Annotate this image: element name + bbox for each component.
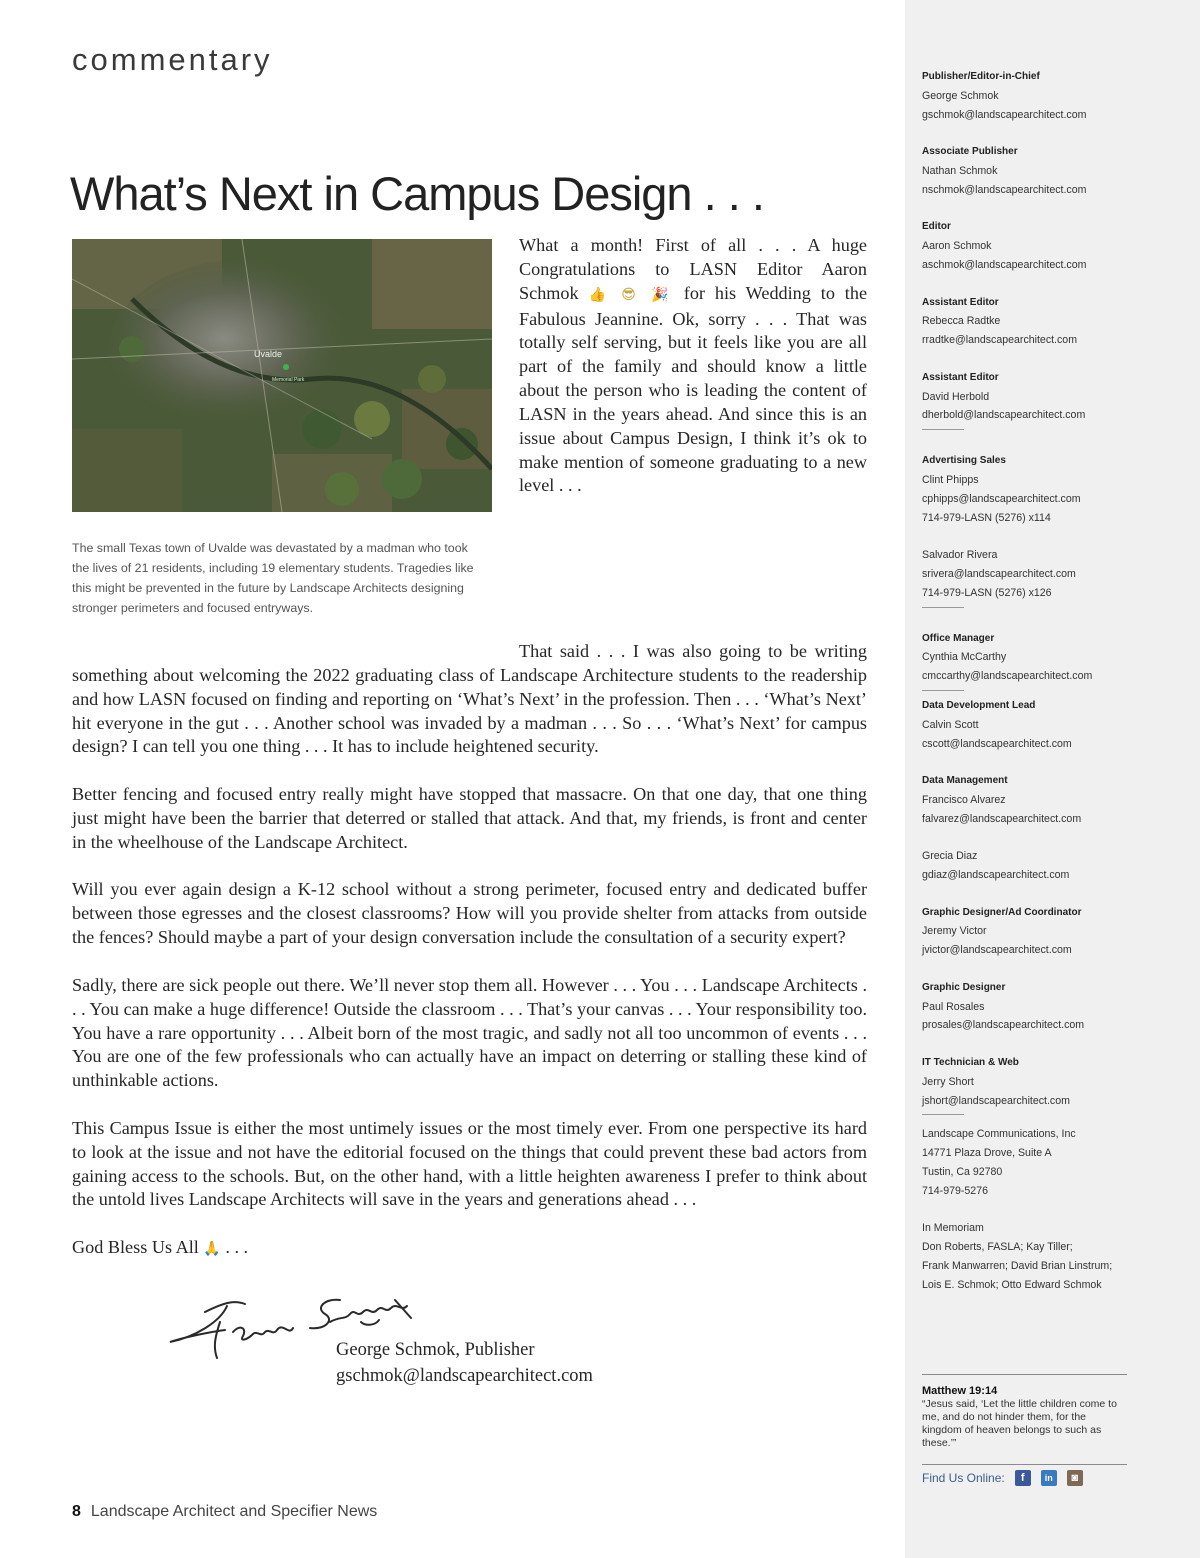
party-popper-icon: 🎉: [651, 286, 674, 303]
masthead-entry: [922, 546, 1137, 602]
find-us-online: [922, 1470, 1083, 1486]
masthead-email[interactable]: cphipps@landscapearchitect.com: [922, 492, 1081, 505]
masthead-entry: [922, 143, 1137, 199]
masthead-name: Aaron Schmok: [922, 240, 992, 253]
masthead-name: Clint Phipps: [922, 473, 979, 486]
masthead-divider: [922, 690, 964, 691]
masthead-name: Nathan Schmok: [922, 164, 998, 177]
map-park-label: Memorial Park: [272, 377, 305, 383]
masthead-entry: [922, 294, 1137, 350]
masthead-email[interactable]: prosales@landscapearchitect.com: [922, 1019, 1085, 1032]
page-number: 8: [72, 1503, 81, 1520]
masthead-role: Assistant Editor: [922, 371, 999, 383]
masthead-role: Assistant Editor: [922, 296, 999, 308]
masthead-name: Jerry Short: [922, 1075, 974, 1088]
memoriam-line: Don Roberts, FASLA; Kay Tiller;: [922, 1241, 1073, 1254]
aerial-photo: [72, 239, 492, 512]
masthead-email[interactable]: jshort@landscapearchitect.com: [922, 1094, 1070, 1107]
masthead-role: Data Management: [922, 775, 1008, 787]
masthead-email[interactable]: cmccarthy@landscapearchitect.com: [922, 670, 1093, 683]
masthead-name: Cynthia McCarthy: [922, 651, 1007, 664]
masthead-entry: [922, 369, 1137, 425]
quote-reference: Matthew 19:14: [922, 1385, 998, 1397]
masthead-email[interactable]: rradtke@landscapearchitect.com: [922, 334, 1078, 347]
masthead-email[interactable]: nschmok@landscapearchitect.com: [922, 183, 1087, 196]
company-info: [922, 1125, 1137, 1200]
article-paragraph-2: That said . . . I was also going to be writing something about welcoming the 2022 graduating class of Landscape Architecture students to the readership and how LASN focused on finding and reporting on ‘What’s Next’ in the profession. Then . . . ‘What’s Next’ hit everyone in the gut . . . Another school was invaded by a madman . . . So . . . ‘What’s Next’ for campus design? I can tell you one thing . . . It has to include heightened security.: [72, 641, 867, 757]
masthead-role: Graphic Designer: [922, 981, 1006, 993]
instagram-icon[interactable]: ◙: [1067, 1470, 1083, 1486]
page-footer: [72, 1503, 377, 1521]
article-closing: [72, 1236, 867, 1262]
memoriam-line: Frank Manwarren; David Brian Linstrum;: [922, 1260, 1113, 1273]
find-us-label: Find Us Online:: [922, 1471, 1005, 1485]
masthead-divider: [922, 429, 964, 430]
masthead-role: IT Technician & Web: [922, 1057, 1019, 1069]
thumbs-up-icon: 👍: [588, 286, 612, 303]
masthead-role: Associate Publisher: [922, 146, 1018, 158]
masthead-name: Jeremy Victor: [922, 925, 987, 938]
company-address-1: 14771 Plaza Drove, Suite A: [922, 1147, 1052, 1160]
masthead-role: Data Development Lead: [922, 699, 1036, 711]
masthead-entry: [922, 1054, 1137, 1110]
scripture-quote: [922, 1374, 1127, 1465]
masthead-entry: [922, 630, 1137, 686]
masthead-email[interactable]: gdiaz@landscapearchitect.com: [922, 869, 1070, 882]
article-paragraph-3: Better fencing and focused entry really might have stopped that massacre. On that one day, that one thing just might have been the barrier that deterred or stalled that attack. And that, my friends, is front and center in the wheelhouse of the Landscape Architect.: [72, 784, 867, 852]
map-place-label: Uvalde: [254, 349, 283, 359]
masthead-divider: [922, 1114, 964, 1115]
masthead-email[interactable]: aschmok@landscapearchitect.com: [922, 258, 1087, 271]
masthead-name: Salvador Rivera: [922, 549, 998, 562]
section-label: commentary: [72, 42, 273, 77]
sunglasses-face-icon: 😎: [621, 286, 642, 303]
memoriam-line: Lois E. Schmok; Otto Edward Schmok: [922, 1278, 1102, 1291]
intro-text-start: What a month! First of all . . . A huge Congratulations to LASN Editor Aaron Schmok: [519, 235, 867, 303]
masthead-role: Graphic Designer/Ad Coordinator: [922, 906, 1082, 918]
article-paragraph-4: Will you ever again design a K-12 school without a strong perimeter, focused entry and dedicated buffer between those egresses and the closest classrooms? How will you provide shelter from attacks from outside the fences? Should maybe a part of your design conversation include the consultation of a security expert?: [72, 879, 867, 948]
masthead-phone: 714-979-LASN (5276) x114: [922, 511, 1051, 524]
masthead-name: Francisco Alvarez: [922, 793, 1006, 806]
facebook-icon[interactable]: f: [1015, 1470, 1031, 1486]
closing-ellipsis: . . .: [225, 1237, 249, 1258]
praying-hands-icon: 🙏: [203, 1241, 221, 1258]
masthead-entry: [922, 218, 1137, 274]
masthead-entry: [922, 979, 1137, 1035]
masthead-name: Rebecca Radtke: [922, 315, 1001, 328]
masthead-entry: [922, 697, 1137, 753]
closing-text: God Bless Us All: [72, 1237, 199, 1258]
company-address-2: Tustin, Ca 92780: [922, 1166, 1003, 1179]
masthead-name: Calvin Scott: [922, 718, 979, 731]
company-phone: 714-979-5276: [922, 1184, 988, 1197]
masthead-name: Grecia Diaz: [922, 850, 978, 863]
quote-text: “Jesus said, ‘Let the little children come to me, and do not hinder them, for the kingdom of heaven belongs to such as these.’”: [922, 1398, 1117, 1449]
masthead-entry: [922, 452, 1137, 527]
masthead-name: David Herbold: [922, 390, 990, 403]
intro-text-end: for his Wedding to the Fabulous Jeannine. Ok, sorry . . . That was totally self serving, but it feels like you are all part of the family and should know a little about the person who is leading the content of LASN in the years ahead. And since this is an issue about Campus Design, I think it’s ok to make mention of someone graduating to a new level . . .: [519, 282, 868, 496]
masthead-email[interactable]: falvarez@landscapearchitect.com: [922, 812, 1082, 825]
memoriam: [922, 1219, 1137, 1294]
masthead-email[interactable]: cscott@landscapearchitect.com: [922, 737, 1072, 750]
masthead-phone: 714-979-LASN (5276) x126: [922, 586, 1052, 599]
signature-name: George Schmok, Publisher: [336, 1340, 535, 1360]
memoriam-title: In Memoriam: [922, 1222, 984, 1235]
masthead-role: Office Manager: [922, 632, 995, 644]
masthead-role: Advertising Sales: [922, 455, 1006, 467]
masthead-entry: [922, 772, 1137, 828]
article-paragraph-5: Sadly, there are sick people out there. We’ll never stop them all. However . . . You . . . Landscape Architects . . . You can make a huge difference! Outside the classroom . . . That’s your canvas . . . Your responsibility too. You have a rare opportunity . . . Albeit born of the most tragic, and sadly not all too uncommon of events . . . You are one of the few professionals who can actually have an impact on deterring or stalling these kind of unthinkable actions.: [72, 974, 867, 1091]
masthead: [922, 68, 1137, 1313]
masthead-entry: [922, 847, 1137, 885]
article-intro: [519, 234, 867, 498]
masthead-email[interactable]: srivera@landscapearchitect.com: [922, 567, 1076, 580]
masthead-entry: [922, 68, 1137, 124]
signature-email[interactable]: gschmok@landscapearchitect.com: [336, 1366, 593, 1386]
article-paragraph-6: This Campus Issue is either the most untimely issues or the most timely ever. From one perspective its hard to look at the issue and not have the editorial focused on the things that could prevent these bad actors from gaining access to the schools. But, on the other hand, with a little heighten awareness I prefer to think about the untold lives Landscape Architects will save in the years and generations ahead . . .: [72, 1117, 867, 1210]
linkedin-icon[interactable]: in: [1041, 1470, 1057, 1486]
masthead-email[interactable]: gschmok@landscapearchitect.com: [922, 108, 1087, 121]
masthead-role: Publisher/Editor-in-Chief: [922, 71, 1040, 82]
article-body: [72, 640, 867, 1286]
masthead-email[interactable]: jvictor@landscapearchitect.com: [922, 944, 1072, 957]
masthead-entry: [922, 904, 1137, 960]
photo-caption: The small Texas town of Uvalde was devastated by a madman who took the lives of 21 residents, including 19 elementary students. Tragedies like this might be prevented in the future by Landscape Architects designing stronger perimeters and focused entryways.: [72, 541, 474, 615]
article-headline: What’s Next in Campus Design . . .: [70, 167, 764, 220]
masthead-role: Editor: [922, 221, 951, 233]
masthead-name: Paul Rosales: [922, 1000, 985, 1013]
masthead-divider: [922, 607, 964, 608]
masthead-email[interactable]: dherbold@landscapearchitect.com: [922, 409, 1086, 422]
masthead-name: George Schmok: [922, 89, 999, 102]
company-name: Landscape Communications, Inc: [922, 1128, 1076, 1141]
publication-name: Landscape Architect and Specifier News: [90, 1503, 378, 1520]
